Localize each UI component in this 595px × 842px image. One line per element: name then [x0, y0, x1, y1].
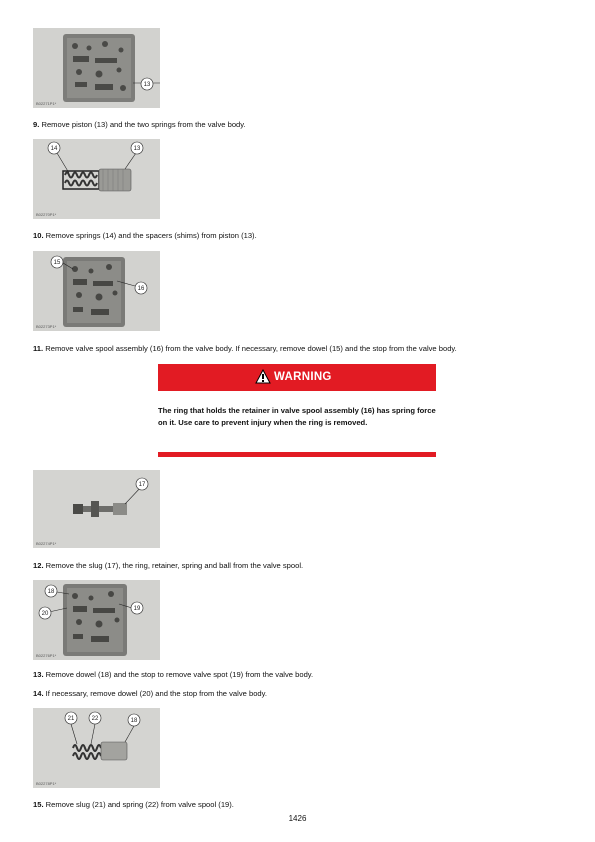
callout-13: 13	[133, 146, 141, 152]
step-number: 14.	[33, 689, 44, 698]
step-text: Remove slug (21) and spring (22) from valve spool (19).	[43, 800, 234, 809]
page-number: 1426	[288, 814, 307, 823]
step-text: Remove springs (14) and the spacers (shims) from piston (13).	[43, 231, 257, 240]
callout-18: 18	[47, 589, 55, 595]
step-12	[33, 561, 303, 571]
callout-group	[33, 470, 160, 548]
step-number: 11.	[33, 344, 44, 353]
callout-14: 14	[50, 146, 58, 152]
callout-13: 13	[143, 82, 151, 88]
step-10	[33, 231, 257, 241]
photo-caption: B02276P1*	[36, 653, 57, 658]
callout-19: 19	[133, 606, 141, 612]
step-13	[33, 670, 313, 680]
step-text: Remove piston (13) and the two springs from the valve body.	[39, 120, 246, 129]
warning-text: The ring that holds the retainer in valve spool assembly (16) has spring force on it. Use care to prevent injury when the ring is removed.	[158, 406, 436, 427]
warning-divider	[158, 452, 436, 457]
step-number: 12.	[33, 561, 44, 570]
callout-18: 18	[130, 718, 138, 724]
figure-piston-springs	[33, 139, 160, 219]
callout-group	[33, 580, 160, 660]
step-number: 15.	[33, 800, 44, 809]
photo-caption: B02273P1*	[36, 324, 57, 329]
step-text: Remove the slug (17), the ring, retainer, spring and ball from the valve spool.	[43, 561, 304, 570]
photo-caption: B02274P1*	[36, 541, 57, 546]
callout-15: 15	[53, 260, 61, 266]
photo-caption: B02271P1*	[36, 101, 57, 106]
step-15	[33, 800, 234, 810]
step-number: 10.	[33, 231, 44, 240]
step-text: If necessary, remove dowel (20) and the stop from the valve body.	[43, 689, 267, 698]
step-14	[33, 689, 267, 699]
step-number: 9.	[33, 120, 40, 129]
photo-caption: B02278P1*	[36, 781, 57, 786]
callout-16: 16	[137, 286, 145, 292]
callout-group	[33, 251, 160, 331]
callout-group	[33, 28, 160, 108]
figure-valve-body-18-19-20	[33, 580, 160, 660]
callout-17: 17	[138, 482, 146, 488]
callout-20: 20	[41, 611, 49, 617]
step-text: Remove dowel (18) and the stop to remove valve spot (19) from the valve body.	[43, 670, 314, 679]
figure-valve-spool-21-22	[33, 708, 160, 788]
callout-group	[33, 139, 160, 219]
photo-caption: B02270P1*	[36, 212, 57, 217]
figure-valve-spool-17	[33, 470, 160, 548]
step-number: 13.	[33, 670, 44, 679]
step-11	[33, 344, 457, 354]
callout-21: 21	[67, 716, 75, 722]
step-9	[33, 120, 246, 130]
callout-22: 22	[91, 716, 99, 722]
warning-banner	[158, 364, 436, 391]
step-text: Remove valve spool assembly (16) from the valve body. If necessary, remove dowel (15) and the stop from the valve body.	[43, 344, 457, 353]
warning-triangle-icon	[255, 369, 271, 385]
callout-group	[33, 708, 160, 788]
figure-valve-body-13	[33, 28, 160, 108]
warning-label: WARNING	[274, 371, 332, 383]
figure-valve-body-15-16	[33, 251, 160, 331]
